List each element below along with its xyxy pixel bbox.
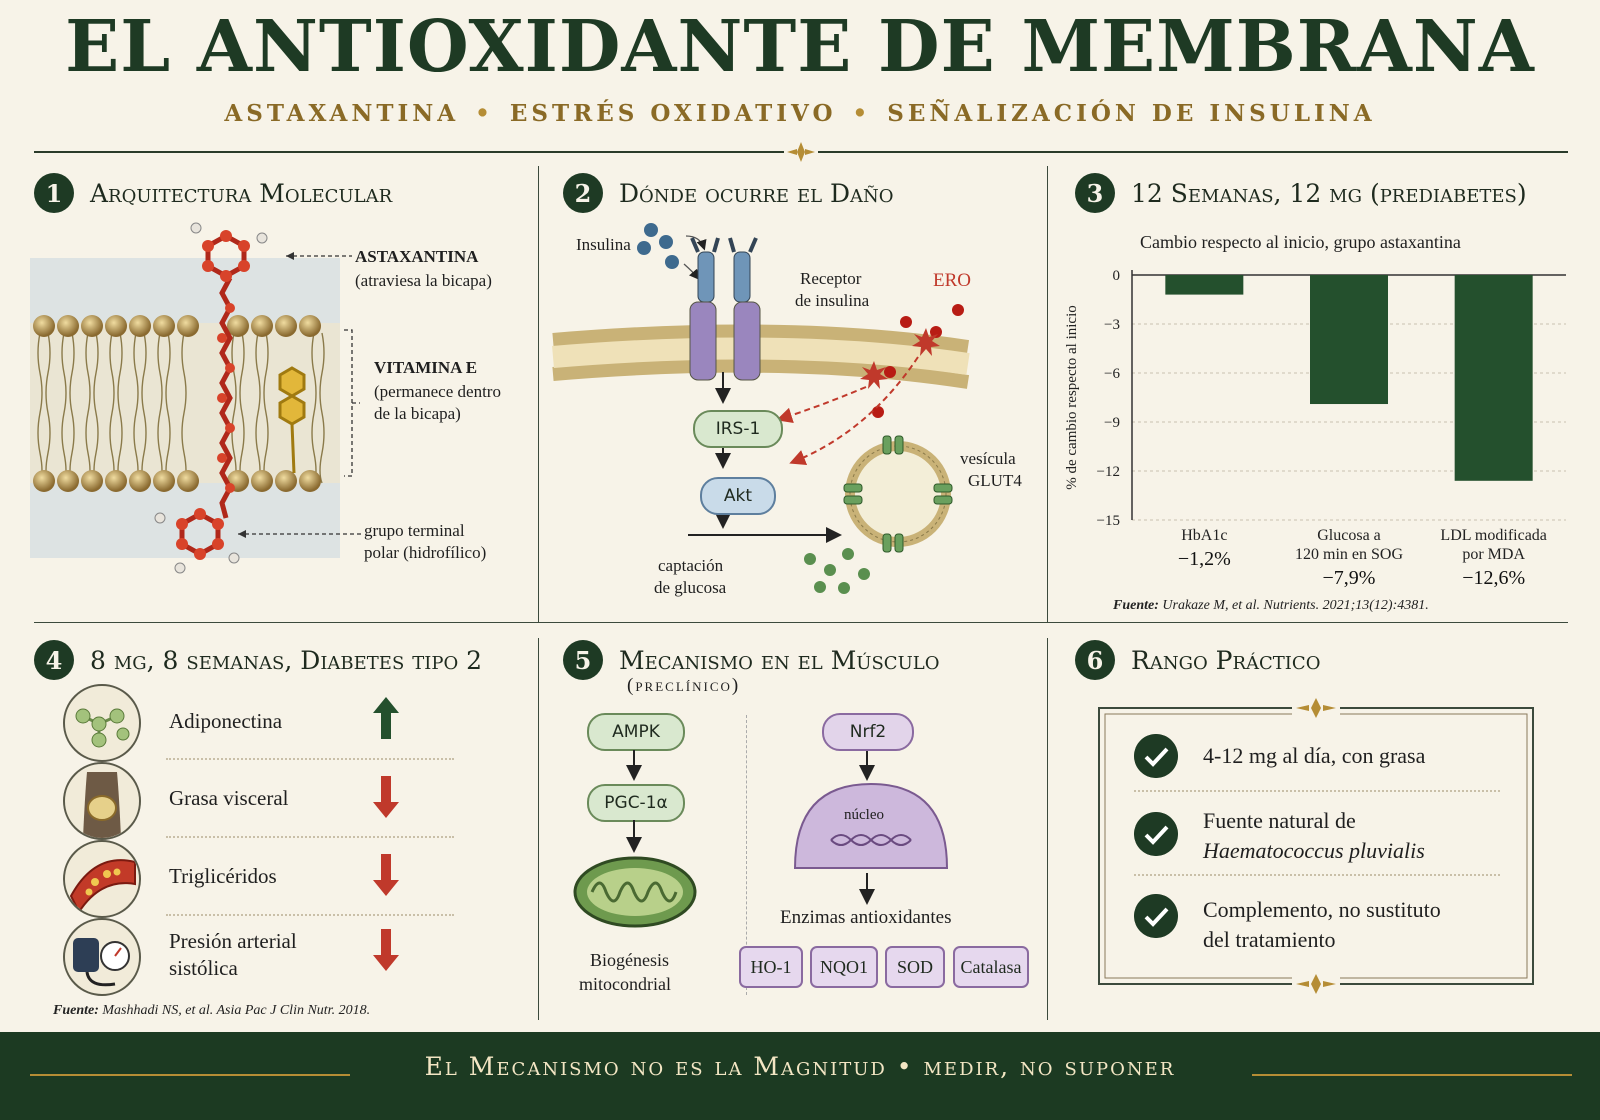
- practical-item: Fuente natural de: [1203, 808, 1356, 833]
- membrane-bilayer-illustration: [30, 218, 340, 598]
- section-4-header: [34, 640, 482, 680]
- akt-node: Akt: [700, 477, 776, 515]
- subtitle-item: SEÑALIZACIÓN DE INSULINA: [887, 100, 1376, 127]
- glut4-label: GLUT4: [968, 471, 1022, 490]
- row-label-adiponectin: Adiponectina: [169, 709, 283, 733]
- section-2-header: [563, 173, 894, 213]
- row-separator: [1134, 874, 1500, 876]
- source-text: Urakaze M, et al. Nutrients. 2021;13(12):4381.: [1162, 598, 1429, 613]
- practical-item: Complemento, no sustituto: [1203, 897, 1441, 922]
- y-tick-label: −6: [1104, 366, 1120, 382]
- y-tick-label: −9: [1104, 415, 1120, 431]
- x-category-label: HbA1c: [1181, 527, 1228, 544]
- x-category-label: 120 min en SOG: [1295, 546, 1403, 563]
- footer-text: El Mecanismo no es la Magnitud • medir, no suponer: [424, 1052, 1176, 1081]
- check-icon: [1134, 894, 1178, 938]
- source-label: Fuente:: [1113, 598, 1159, 613]
- column-divider: [1047, 638, 1048, 1020]
- pgc1a-node: PGC-1α: [587, 784, 685, 822]
- glut4-vesicle: [844, 436, 952, 552]
- section-1-header: [34, 173, 392, 213]
- astaxanthin-pointer: [286, 252, 354, 260]
- bar: [1310, 275, 1388, 404]
- glucose-uptake-label: de glucosa: [654, 578, 727, 597]
- subtitle-separator: •: [475, 100, 494, 127]
- column-divider: [1047, 166, 1048, 622]
- section-6-header: [1075, 640, 1320, 680]
- section-number: 1: [34, 173, 74, 213]
- y-axis-label: % de cambio respecto al inicio: [1064, 305, 1080, 490]
- bar-chart: [1056, 260, 1576, 590]
- ampk-node: AMPK: [587, 713, 685, 751]
- blood-pressure-icon: [63, 918, 141, 996]
- row-separator: [166, 836, 454, 838]
- source-text: Mashhadi NS, et al. Asia Pac J Clin Nutr. 2018.: [102, 1003, 371, 1018]
- section-5-header: [563, 640, 939, 680]
- section-number: 6: [1075, 640, 1115, 680]
- nucleus-label: núcleo: [844, 807, 884, 823]
- subtitle-item: ASTAXANTINA: [224, 100, 460, 127]
- bar: [1165, 275, 1243, 295]
- row-label-blood-pressure: sistólica: [169, 956, 238, 980]
- subtitle-separator: •: [852, 100, 872, 127]
- enzyme-badge: Catalasa: [953, 946, 1029, 988]
- row-separator: [166, 914, 454, 916]
- page-title: EL ANTIOXIDANTE DE MEMBRANA: [65, 4, 1535, 88]
- nrf2-node: Nrf2: [822, 713, 914, 751]
- vitamin-e-bracket: [342, 328, 362, 478]
- astaxanthin-label: ASTAXANTINA: [355, 247, 479, 266]
- section-number: 5: [563, 640, 603, 680]
- y-tick-label: 0: [1112, 268, 1120, 284]
- section-title: 8 mg, 8 semanas, Diabetes tipo 2: [90, 645, 483, 675]
- source-label: Fuente:: [53, 1003, 99, 1018]
- glut4-label: vesícula: [960, 449, 1016, 468]
- visceral-fat-icon: [63, 762, 141, 840]
- polar-group-pointer: [238, 530, 364, 538]
- x-category-label: por MDA: [1462, 546, 1526, 563]
- section-title: Mecanismo en el Músculo: [619, 645, 940, 675]
- subtitle-item: ESTRÉS OXIDATIVO: [509, 100, 837, 127]
- ornament-icon: [784, 140, 818, 164]
- enzyme-badge: NQO1: [810, 946, 878, 988]
- section-title: 12 Semanas, 12 mg (prediabetes): [1131, 178, 1527, 208]
- row-separator: [166, 758, 454, 760]
- nucleus-icon: [791, 780, 951, 872]
- biogenesis-label: Biogénesis: [590, 950, 669, 970]
- y-tick-label: −12: [1096, 464, 1120, 480]
- ros-label: ERO: [933, 270, 971, 291]
- row-separator: [1134, 790, 1500, 792]
- bar: [1455, 275, 1533, 481]
- irs1-node: IRS-1: [693, 410, 783, 448]
- polar-group-label: polar (hidrofílico): [364, 543, 487, 562]
- vitamin-e-sublabel: de la bicapa): [374, 404, 461, 423]
- chart-source: [1113, 598, 1429, 614]
- section-number: 2: [563, 173, 603, 213]
- vitamin-e-label: VITAMINA E: [374, 358, 478, 377]
- x-category-label: Glucosa a: [1317, 527, 1381, 544]
- section-number: 4: [34, 640, 74, 680]
- page-subtitle: [0, 100, 1600, 127]
- arrow-down-icon: [373, 776, 399, 818]
- vitamin-e-sublabel: (permanece dentro: [374, 382, 501, 401]
- header-rule-left: [34, 151, 784, 153]
- section-title: Arquitectura Molecular: [90, 178, 393, 208]
- astaxanthin-sublabel: (atraviesa la bicapa): [355, 271, 492, 290]
- chart-title: Cambio respecto al inicio, grupo astaxantina: [1140, 232, 1461, 252]
- bar-value-label: −7,9%: [1322, 567, 1376, 589]
- glucose-uptake-label: captación: [658, 556, 724, 575]
- row-label-visceral-fat: Grasa visceral: [169, 786, 289, 810]
- biogenesis-label: mitocondrial: [579, 974, 671, 994]
- x-category-label: LDL modificada: [1440, 527, 1547, 544]
- y-tick-label: −15: [1096, 513, 1120, 529]
- enzymes-label: Enzimas antioxidantes: [780, 907, 952, 928]
- receptor-label: de insulina: [795, 291, 870, 310]
- section-4-source: [53, 1003, 370, 1019]
- section-title: Dónde ocurre el Daño: [619, 178, 894, 208]
- enzyme-badge: HO-1: [739, 946, 803, 988]
- row-label-triglycerides: Triglicéridos: [169, 864, 277, 888]
- triglycerides-icon: [63, 840, 141, 918]
- bar-value-label: −12,6%: [1462, 567, 1526, 589]
- arrow-up-icon: [373, 697, 399, 739]
- polar-group-label: grupo terminal: [364, 521, 465, 540]
- section-3-header: [1075, 173, 1527, 213]
- y-tick-label: −3: [1104, 317, 1120, 333]
- bar-value-label: −1,2%: [1177, 548, 1231, 570]
- check-icon: [1134, 734, 1178, 778]
- practical-item: del tratamiento: [1203, 927, 1336, 952]
- practical-item: 4-12 mg al día, con grasa: [1203, 743, 1426, 768]
- section-number: 3: [1075, 173, 1115, 213]
- practical-item: Haematococcus pluvialis: [1203, 838, 1425, 863]
- column-divider: [538, 166, 539, 622]
- insulin-label: Insulina: [576, 235, 631, 254]
- arrow-down-icon: [373, 854, 399, 896]
- section-title: Rango Práctico: [1131, 645, 1321, 675]
- row-divider: [34, 622, 1568, 623]
- arrow-down-icon: [373, 929, 399, 971]
- receptor-label: Receptor: [800, 269, 862, 288]
- check-icon: [1134, 812, 1178, 856]
- column-divider: [538, 638, 539, 1020]
- enzyme-badge: SOD: [885, 946, 945, 988]
- row-label-blood-pressure: Presión arterial: [169, 929, 297, 953]
- adiponectin-icon: [63, 684, 141, 762]
- header-rule-right: [818, 151, 1568, 153]
- section-subtitle: (preclínico): [627, 675, 741, 696]
- mitochondrion-icon: [570, 852, 700, 932]
